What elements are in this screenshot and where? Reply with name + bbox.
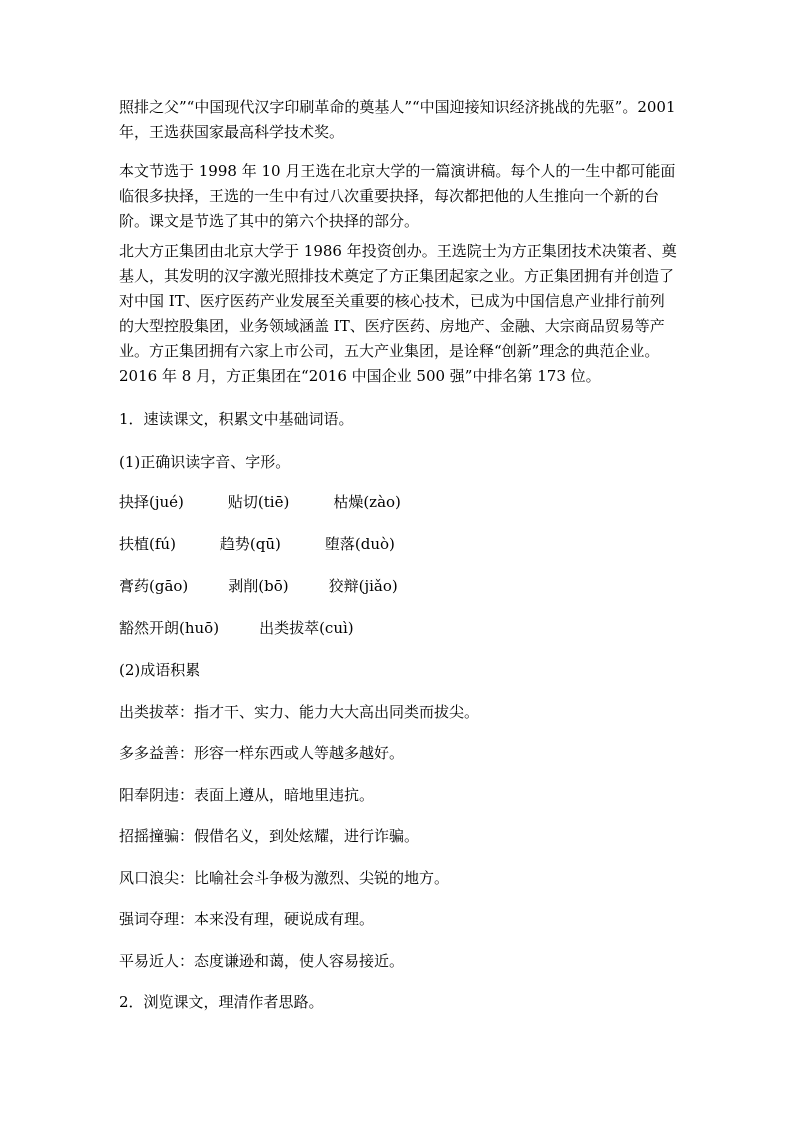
idiom-entry: 平易近人：态度谦逊和蔼，使人容易接近。 [119, 952, 405, 970]
pinyin-word: 堕落(duò) [324, 535, 395, 553]
idiom-entry: 风口浪尖：比喻社会斗争极为激烈、尖锐的地方。 [119, 869, 450, 887]
pinyin-row-3 [119, 574, 398, 599]
intro-paragraph-2: 本文节选于 1998 年 10 月王选在北京大学的一篇演讲稿。每个人的一生中都可能面临很多抉择，王选的一生中有过八次重要抉择，每次都把他的人生推向一个新的台阶。课文是节选了其中的第六个抉择的部分。 [119, 162, 676, 230]
intro-paragraph-1: 照排之父”“中国现代汉字印刷革命的奠基人”“中国迎接知识经济挑战的先驱”。2001 年，王选获国家最高科学技术奖。 [119, 98, 676, 141]
subsection-idioms: (2)成语积累 [119, 661, 201, 679]
pinyin-word: 贴切(tiē) [227, 493, 290, 511]
pinyin-row-1 [119, 490, 401, 515]
pinyin-word: 膏药(gāo) [119, 577, 189, 595]
idiom-entry: 出类拔萃：指才干、实力、能力大大高出同类而拔尖。 [119, 703, 480, 721]
pinyin-row-4 [119, 616, 354, 641]
pinyin-word: 枯燥(zào) [333, 493, 401, 511]
idiom-entry: 阳奉阴违：表面上遵从，暗地里违抗。 [119, 786, 375, 804]
subsection-pronunciation: (1)正确识读字音、字形。 [119, 453, 291, 471]
pinyin-word: 狡辩(jiǎo) [328, 577, 398, 595]
pinyin-word: 抉择(jué) [119, 493, 184, 511]
idiom-entry: 强词夺理：本来没有理，硬说成有理。 [119, 910, 375, 928]
idiom-entry: 招摇撞骗：假借名义，到处炫耀，进行诈骗。 [119, 827, 420, 845]
pinyin-word: 豁然开朗(huō) [119, 619, 220, 637]
section-2-heading: 2．浏览课文，理清作者思路。 [119, 993, 324, 1011]
pinyin-word: 趋势(qū) [219, 535, 281, 553]
idiom-entry: 多多益善：形容一样东西或人等越多越好。 [119, 744, 405, 762]
pinyin-row-2 [119, 532, 395, 557]
pinyin-word: 出类拔萃(cuì) [259, 619, 354, 637]
pinyin-word: 剥削(bō) [228, 577, 289, 595]
pinyin-word: 扶植(fú) [119, 535, 176, 553]
intro-paragraph-3: 北大方正集团由北京大学于 1986 年投资创办。王选院士为方正集团技术决策者、奠基人，其发明的汉字激光照排技术奠定了方正集团起家之业。方正集团拥有并创造了对中国 IT、医疗医药产业发展至关重要的核心技术，已成为中国信息产业排行前列的大型控股集团，业务领域涵盖 IT、医疗医药、房地产、金融、大宗商品贸易等产业。方正集团拥有六家上市公司，五大产业集团，是诠释“创新”理念的典范企业。2016 年 8 月，方正集团在“2016 中国企业 500 强”中排名第 173 位。 [119, 242, 677, 385]
section-1-heading: 1．速读课文，积累文中基础词语。 [119, 410, 354, 428]
